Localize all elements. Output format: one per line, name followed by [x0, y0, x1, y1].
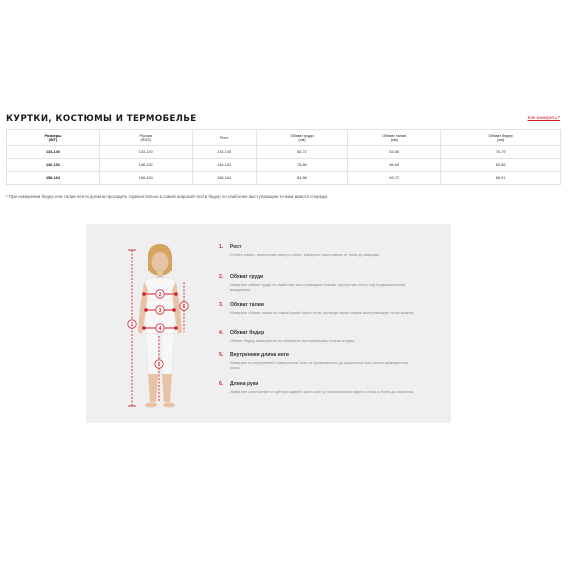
table-cell: 134-140 — [192, 146, 256, 159]
instruction-title: Обхват талии — [230, 302, 264, 308]
instruction-text: Измерьте расстояние от центра задней части шеи (у позвоночника) вдоль плеча и локтя до запястья. — [230, 389, 415, 394]
svg-text:1: 1 — [130, 321, 134, 328]
measurement-footnote: * При измерении бедер или талии лента должна проходить горизонтально в самой широкой части бедер по наиболее выступающим точкам живота спереди. — [6, 194, 329, 199]
marker-3 — [156, 306, 164, 314]
svg-text:4: 4 — [158, 325, 162, 332]
table-row — [7, 172, 561, 185]
table-cell: 66-69 — [348, 159, 441, 172]
svg-text:6: 6 — [182, 303, 186, 310]
table-cell: 88-91 — [441, 172, 561, 185]
instruction-text: Измерьте обхват груди по наиболее выступающим точкам, пропустив ленту под подмышечными впадинами. — [230, 282, 406, 293]
how-to-measure-link[interactable]: Как измерить? — [527, 116, 560, 121]
instruction-text: Обхват бедер измеряется по наиболее выступающим точкам ягодиц — [230, 338, 355, 343]
instruction-text: Стойте ровно, прислонив спину к стене. Измерьте расстояние от пола до макушки. — [230, 252, 381, 257]
table-cell: 82-85 — [441, 159, 561, 172]
table-row — [7, 146, 561, 159]
table-cell: 84-88 — [256, 172, 348, 185]
table-cell: 68-72 — [256, 146, 348, 159]
table-cell: 146-152 — [192, 159, 256, 172]
instruction-number: 1. — [219, 244, 224, 250]
instruction-title: Рост — [230, 244, 242, 250]
instruction-title: Длина руки — [230, 381, 259, 387]
header-chest: Обхват груди (см) — [256, 130, 348, 146]
svg-text:5: 5 — [157, 361, 161, 368]
header-rus: Россия (RUS) — [99, 130, 192, 146]
instruction-title: Обхват груди — [230, 274, 264, 280]
table-cell: 63-66 — [348, 146, 441, 159]
table-header-row — [7, 130, 561, 146]
table-row — [7, 159, 561, 172]
instruction-title: Внутренняя длина ноги — [230, 352, 289, 358]
measurement-guide-panel — [86, 224, 451, 423]
table-cell: 146-152 — [99, 159, 192, 172]
measurement-figure — [86, 224, 219, 423]
table-cell: 158-164 — [99, 172, 192, 185]
marker-2 — [156, 290, 164, 298]
header-int: Размеры (INT) — [7, 130, 100, 146]
table-cell: 69-72 — [348, 172, 441, 185]
instruction-number: 5. — [219, 352, 224, 358]
marker-5 — [155, 360, 163, 368]
instruction-number: 2. — [219, 274, 224, 280]
header-height: Рост — [192, 130, 256, 146]
marker-4 — [156, 324, 164, 332]
page-title: КУРТКИ, КОСТЮМЫ И ТЕРМОБЕЛЬЕ — [6, 114, 197, 124]
instruction-title: Обхват бедер — [230, 330, 265, 336]
svg-text:2: 2 — [158, 291, 162, 298]
table-cell: 76-80 — [256, 159, 348, 172]
header-hips: Обхват бедер (см) — [441, 130, 561, 146]
marker-1 — [128, 320, 136, 328]
instruction-number: 4. — [219, 330, 224, 336]
svg-text:3: 3 — [158, 307, 162, 314]
marker-6 — [180, 302, 188, 310]
table-cell: 134-140 — [7, 146, 100, 159]
table-cell: 134-140 — [99, 146, 192, 159]
instruction-text: Измерьте по внутренней поверхности ноги от промежности до щиколотки при слегка разведенных ногах — [230, 360, 409, 371]
table-cell: 158-164 — [7, 172, 100, 185]
instruction-number: 6. — [219, 381, 224, 387]
size-table — [6, 129, 561, 185]
header-waist: Обхват талии (см) — [348, 130, 441, 146]
instruction-text: Измерьте обхват талии по самой узкой части тела, проведя через самую выступающую точку живота — [230, 310, 414, 315]
table-cell: 146-152 — [7, 159, 100, 172]
instruction-number: 3. — [219, 302, 224, 308]
table-cell: 76-79 — [441, 146, 561, 159]
table-cell: 158-164 — [192, 172, 256, 185]
